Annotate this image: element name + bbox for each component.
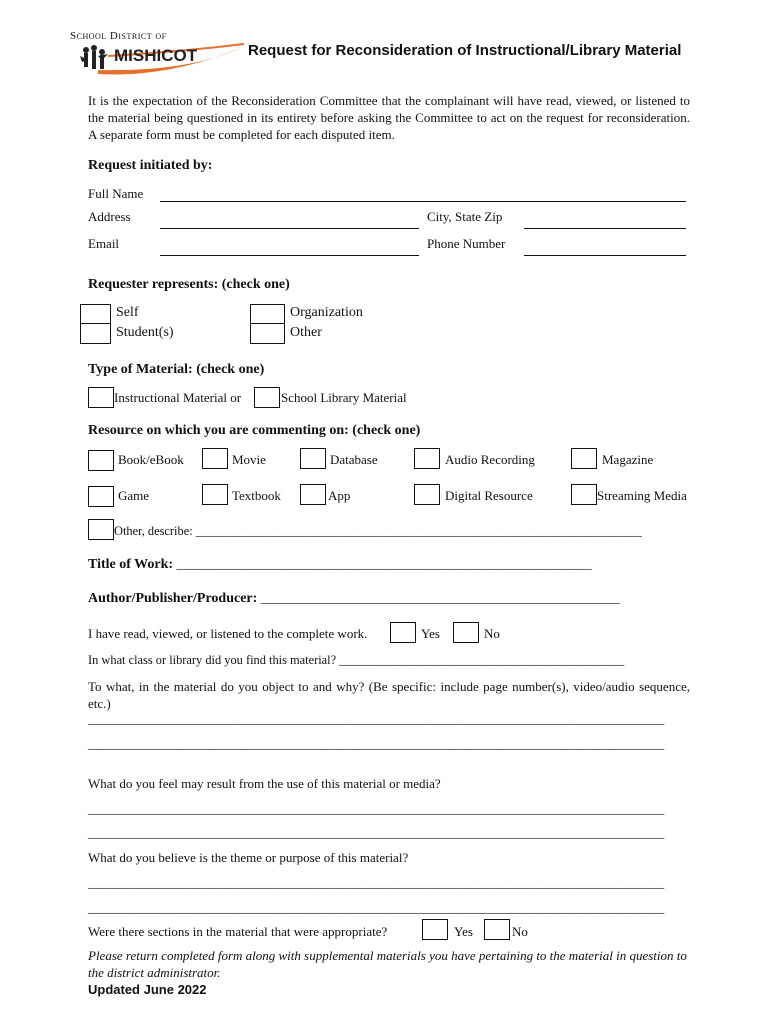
sections-question: Were there sections in the material that were appropriate?: [88, 924, 388, 939]
title-of-work-field[interactable]: ___________________________________________________________________: [176, 557, 592, 571]
library-checkbox[interactable]: [254, 387, 280, 408]
magazine-label: Magazine: [602, 452, 654, 467]
logo-main-text: MISHICOT: [114, 46, 198, 65]
city-label: City, State Zip: [427, 209, 503, 224]
digital-checkbox[interactable]: [414, 484, 440, 505]
textbook-label: Textbook: [232, 488, 281, 503]
students-checkbox[interactable]: [80, 323, 111, 344]
organization-label: Organization: [290, 305, 363, 320]
title-of-work-label: Title of Work:: [88, 557, 177, 572]
updated-date: Updated June 2022: [88, 982, 207, 997]
read-no-label: No: [484, 626, 500, 641]
author-label: Author/Publisher/Producer:: [88, 591, 261, 606]
other-resource-label[interactable]: Other, describe: ________________________________________________________________________: [114, 524, 642, 538]
phone-label: Phone Number: [427, 236, 506, 251]
phone-field[interactable]: [524, 255, 686, 256]
address-field[interactable]: [160, 228, 419, 229]
game-label: Game: [118, 488, 150, 503]
database-label: Database: [330, 452, 378, 467]
movie-label: Movie: [232, 452, 266, 467]
result-line-2[interactable]: _____________________________________________________________________________________________: [88, 826, 665, 840]
city-field[interactable]: [524, 228, 686, 229]
streaming-label: Streaming Media: [597, 488, 687, 503]
district-logo: [68, 26, 248, 78]
read-question: I have read, viewed, or listened to the complete work.: [88, 626, 368, 641]
material-heading: Type of Material: (check one): [88, 362, 265, 377]
result-line-1[interactable]: _____________________________________________________________________________________________: [88, 802, 665, 816]
students-label: Student(s): [116, 325, 174, 340]
other-checkbox[interactable]: [250, 323, 285, 344]
class-question[interactable]: In what class or library did you find this material? ______________________________________________: [88, 653, 625, 667]
result-question: What do you feel may result from the use of this material or media?: [88, 776, 441, 791]
instructional-checkbox[interactable]: [88, 387, 114, 408]
instructional-label: Instructional Material or: [114, 390, 242, 405]
theme-line-2[interactable]: _____________________________________________________________________________________________: [88, 901, 665, 915]
email-field[interactable]: [160, 255, 419, 256]
read-no-checkbox[interactable]: [453, 622, 479, 643]
title-of-work-row: [88, 556, 592, 573]
theme-question: What do you believe is the theme or purpose of this material?: [88, 850, 409, 865]
other-label: Other: [290, 325, 322, 340]
self-label: Self: [116, 305, 139, 320]
theme-line-1[interactable]: _____________________________________________________________________________________________: [88, 876, 665, 890]
read-yes-label: Yes: [421, 626, 440, 641]
sections-yes-label: Yes: [454, 924, 473, 939]
initiated-heading: Request initiated by:: [88, 158, 213, 173]
self-checkbox[interactable]: [80, 304, 111, 325]
object-line-1[interactable]: _____________________________________________________________________________________________: [88, 712, 665, 726]
address-label: Address: [88, 209, 131, 224]
full-name-label: Full Name: [88, 186, 144, 201]
return-instructions: Please return completed form along with supplemental materials you have pertaining to the material in question to the district administrator.: [88, 948, 687, 980]
movie-checkbox[interactable]: [202, 448, 228, 469]
represents-heading: Requester represents: (check one): [88, 277, 290, 292]
sections-no-checkbox[interactable]: [484, 919, 510, 940]
book-label: Book/eBook: [118, 452, 184, 467]
textbook-checkbox[interactable]: [202, 484, 228, 505]
logo-top-text: School District of: [70, 30, 167, 42]
other-resource-checkbox[interactable]: [88, 519, 114, 540]
streaming-checkbox[interactable]: [571, 484, 597, 505]
book-checkbox[interactable]: [88, 450, 114, 471]
organization-checkbox[interactable]: [250, 304, 285, 325]
audio-label: Audio Recording: [445, 452, 535, 467]
digital-label: Digital Resource: [445, 488, 533, 503]
full-name-field[interactable]: [160, 201, 686, 202]
magazine-checkbox[interactable]: [571, 448, 597, 469]
form-title: Request for Reconsideration of Instructional/Library Material: [248, 42, 682, 59]
app-checkbox[interactable]: [300, 484, 326, 505]
author-row: [88, 590, 620, 607]
resource-heading: Resource on which you are commenting on: (check one): [88, 423, 421, 438]
read-yes-checkbox[interactable]: [390, 622, 416, 643]
object-question: To what, in the material do you object to and why? (Be specific: include page number(s), video/audio sequence, etc.): [88, 679, 690, 711]
object-line-2[interactable]: _____________________________________________________________________________________________: [88, 737, 665, 751]
author-field[interactable]: __________________________________________________________: [260, 591, 621, 605]
app-label: App: [328, 488, 351, 503]
database-checkbox[interactable]: [300, 448, 326, 469]
sections-yes-checkbox[interactable]: [422, 919, 448, 940]
intro-paragraph: It is the expectation of the Reconsideration Committee that the complainant will have read, viewed, or listened to the material being questioned in its entirety before asking the Committee to act on the request for reconsideration. A separate form must be completed for each disputed item.: [88, 93, 690, 142]
sections-no-label: No: [512, 924, 528, 939]
email-label: Email: [88, 236, 120, 251]
library-label: School Library Material: [281, 390, 407, 405]
audio-checkbox[interactable]: [414, 448, 440, 469]
game-checkbox[interactable]: [88, 486, 114, 507]
